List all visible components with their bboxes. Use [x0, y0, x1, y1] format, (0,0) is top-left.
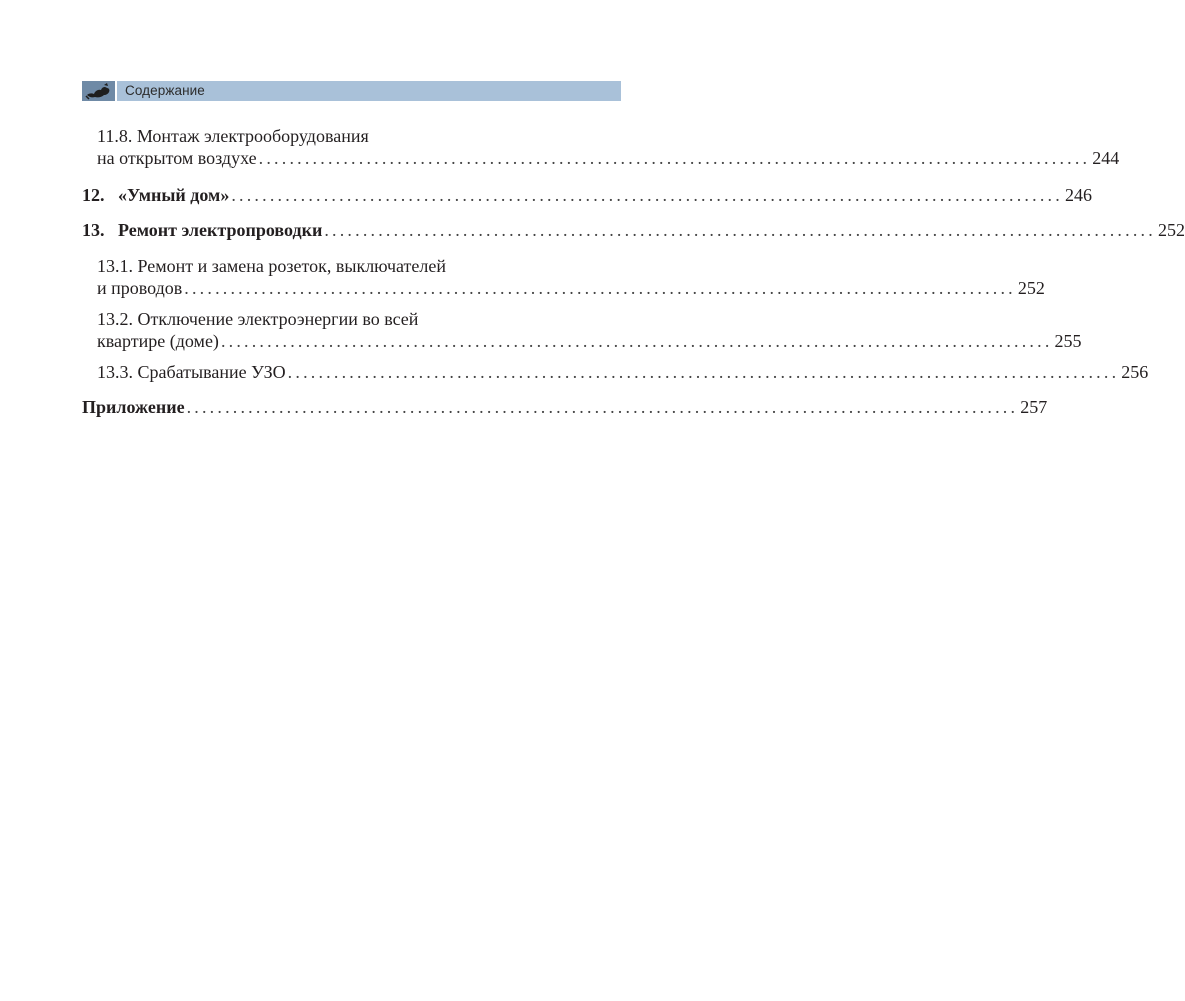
toc-entry-title: «Умный дом» — [118, 185, 230, 205]
header-title: Содержание — [125, 83, 205, 98]
toc-page-number: 256 — [1121, 362, 1149, 382]
toc-page-number: 246 — [1064, 185, 1092, 205]
toc-entry-12[interactable] — [82, 184, 1092, 206]
dot-leader: ............................................................................................................ — [287, 362, 1120, 382]
toc-page-number: 244 — [1092, 148, 1120, 168]
toc-entry-13-3[interactable] — [82, 361, 1149, 383]
toc-entry-title-cont: на открытом воздухе — [97, 148, 257, 168]
toc-entry-13-1[interactable] — [82, 255, 1045, 299]
toc-entry-13-2[interactable] — [82, 308, 1082, 352]
toc-page-number: 255 — [1054, 331, 1082, 351]
toc-chapter-number: 13. — [82, 220, 105, 240]
dot-leader: ............................................................................................................ — [186, 397, 1019, 417]
toc-chapter-number: 12. — [82, 185, 105, 205]
dot-leader: ............................................................................................................ — [231, 185, 1063, 205]
toc-entry-11-8[interactable] — [82, 125, 1120, 169]
dot-leader: ............................................................................................................ — [258, 148, 1091, 168]
toc-entry-title: 13.2. Отключение электроэнергии во всей — [97, 309, 419, 329]
toc-entry-title: 13.3. Срабатывание УЗО — [97, 362, 286, 382]
toc-entry-appendix[interactable] — [82, 396, 1048, 418]
toc-entry-title: 13.1. Ремонт и замена розеток, выключателей — [97, 256, 446, 276]
toc-entry-title: Приложение — [82, 397, 185, 417]
toc-entry-title: 11.8. Монтаж электрооборудования — [97, 126, 369, 146]
header-bar — [117, 81, 621, 101]
toc-entry-13[interactable] — [82, 219, 1185, 241]
toc-entry-title: Ремонт электропроводки — [118, 220, 323, 240]
toc-entry-title-cont: квартире (доме) — [97, 331, 219, 351]
dot-leader: ............................................................................................................ — [184, 278, 1016, 298]
dot-leader: ............................................................................................................ — [324, 220, 1156, 240]
running-header — [82, 81, 621, 101]
dot-leader: ............................................................................................................ — [220, 331, 1053, 351]
toc-page-number: 252 — [1017, 278, 1045, 298]
toc-page-number: 252 — [1157, 220, 1185, 240]
table-of-contents — [82, 125, 1185, 418]
header-icon-box — [82, 81, 115, 101]
toc-entry-title-cont: и проводов — [97, 278, 183, 298]
toc-page-number: 257 — [1020, 397, 1048, 417]
